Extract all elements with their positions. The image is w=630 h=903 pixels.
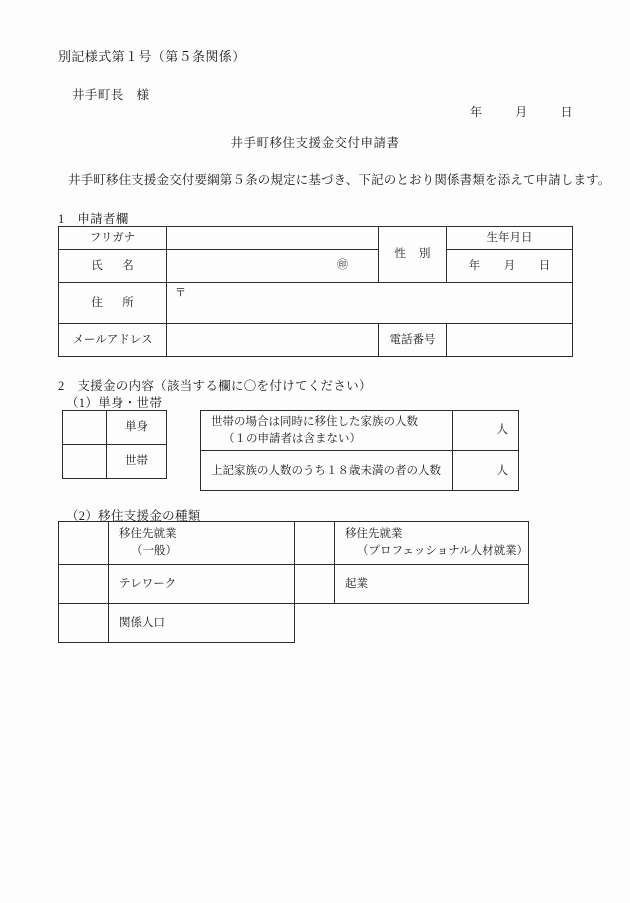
label-family-count	[201, 411, 453, 451]
birth-month-label: 月	[503, 259, 516, 272]
addressee-line: 井手町長 様	[72, 88, 150, 102]
form-code: 別記様式第１号（第５条関係）	[58, 49, 246, 64]
table-row	[59, 522, 529, 565]
input-birthdate[interactable]	[447, 250, 573, 283]
input-minor-count[interactable]	[453, 451, 519, 491]
related-population-line1: 関係人口	[119, 616, 165, 629]
checkbox-related-population[interactable]	[59, 604, 109, 643]
label-sex-left: 性	[394, 248, 406, 261]
minor-count-line1: 上記家族の人数のうち１８歳未満の者の人数	[211, 464, 441, 477]
checkbox-startup[interactable]	[295, 565, 335, 604]
label-furigana: フリガナ	[59, 227, 167, 250]
input-address[interactable]	[167, 283, 573, 324]
input-family-count[interactable]	[453, 411, 519, 451]
date-month-label: 月	[515, 105, 528, 119]
table-row	[63, 445, 167, 479]
input-phone[interactable]	[447, 324, 573, 357]
section2-sub1-heading: （1）単身・世帯	[66, 396, 163, 410]
label-related-population	[109, 604, 295, 643]
label-employment-professional	[335, 522, 529, 565]
section2-heading: 2 支援金の内容（該当する欄に〇を付けてください）	[58, 379, 372, 393]
table-row	[59, 250, 573, 283]
seal-icon: ㊞	[337, 259, 348, 272]
birth-day-label: 日	[538, 259, 551, 272]
label-name: 氏 名	[59, 250, 167, 283]
telework-line1: テレワーク	[119, 577, 177, 590]
employment-professional-line1: 移住先就業	[345, 528, 403, 541]
label-startup	[335, 565, 529, 604]
input-furigana[interactable]	[167, 227, 379, 250]
checkbox-employment-general[interactable]	[59, 522, 109, 565]
checkbox-single[interactable]	[63, 411, 107, 445]
input-email[interactable]	[167, 324, 379, 357]
label-sex-right: 別	[419, 248, 431, 261]
label-sex-header	[379, 227, 447, 283]
date-line	[470, 103, 573, 120]
label-phone: 電話番号	[379, 324, 447, 357]
label-birthdate: 生年月日	[447, 227, 573, 250]
section1-heading: 1 申請者欄	[58, 212, 129, 226]
checkbox-employment-professional[interactable]	[295, 522, 335, 565]
document-title: 井手町移住支援金交付申請書	[230, 136, 400, 150]
table-row	[59, 565, 529, 604]
family-count-line1: 世帯の場合は同時に移住した家族の人数	[211, 416, 418, 428]
checkbox-telework[interactable]	[59, 565, 109, 604]
label-email: メールアドレス	[59, 324, 167, 357]
label-address: 住 所	[59, 283, 167, 324]
empty-cell-2	[335, 604, 529, 643]
label-telework	[109, 565, 295, 604]
birth-year-label: 年	[468, 259, 481, 272]
family-count-line2: （１の申請者は含まない）	[223, 432, 361, 445]
postal-mark-icon: 〒	[175, 287, 186, 299]
household-option-table	[62, 410, 167, 479]
section2-sub2-heading: （2）移住支援金の種類	[66, 509, 201, 523]
family-count-table	[200, 410, 519, 491]
date-day-label: 日	[560, 105, 573, 119]
startup-line1: 起業	[345, 577, 368, 590]
table-row	[201, 411, 519, 451]
employment-general-line1: 移住先就業	[119, 528, 177, 541]
table-row	[59, 227, 573, 250]
table-row	[63, 411, 167, 445]
label-single: 単身	[107, 411, 167, 445]
table-row	[201, 451, 519, 491]
label-household: 世帯	[107, 445, 167, 479]
employment-general-line2: （一般）	[131, 545, 177, 557]
checkbox-household[interactable]	[63, 445, 107, 479]
input-name[interactable]	[167, 250, 379, 283]
unit-people-1: 人	[496, 424, 508, 437]
employment-professional-line2: （プロフェッショナル人材就業）	[357, 545, 529, 557]
label-minor-count	[201, 451, 453, 491]
table-row	[59, 324, 573, 357]
table-row	[59, 283, 573, 324]
subsidy-type-table	[58, 521, 529, 643]
table-row	[59, 604, 529, 643]
applicant-table	[58, 226, 573, 357]
label-employment-general	[109, 522, 295, 565]
intro-paragraph: 井手町移住支援金交付要綱第５条の規定に基づき、下記のとおり関係書類を添えて申請します。	[68, 173, 611, 187]
unit-people-2: 人	[496, 464, 508, 477]
date-year-label: 年	[470, 105, 483, 119]
empty-cell-1	[295, 604, 335, 643]
